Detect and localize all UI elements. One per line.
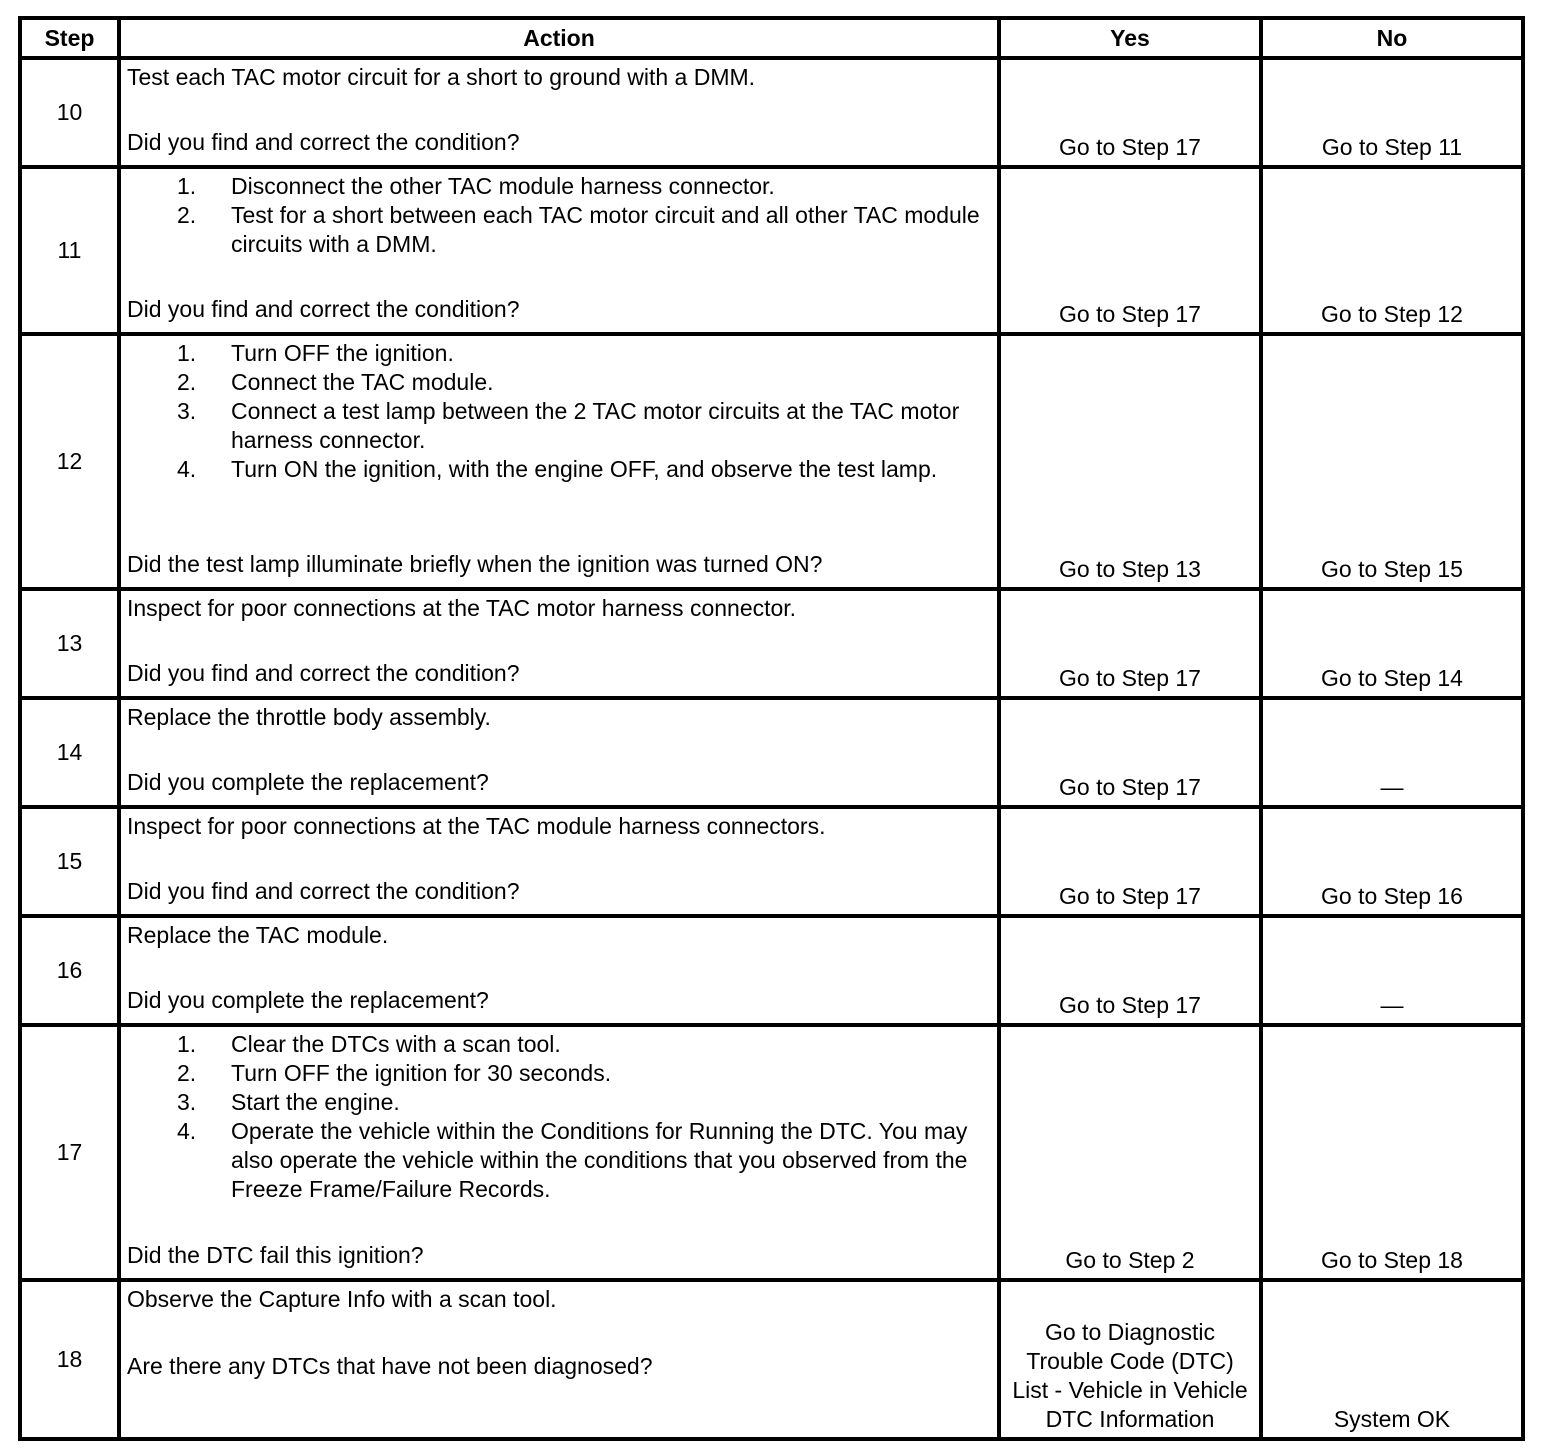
action-cell	[119, 167, 999, 334]
diagnostic-table	[18, 16, 1525, 1441]
no-cell: Go to Step 15	[1261, 334, 1523, 589]
list-item-number: 1.	[177, 173, 197, 199]
yes-cell: Go to Step 17	[999, 807, 1261, 916]
table-row	[20, 334, 1523, 589]
diagnostic-table-container	[18, 16, 1521, 1441]
step-number: 10	[20, 58, 119, 167]
action-steps-list	[127, 172, 991, 259]
step-number: 15	[20, 807, 119, 916]
action-cell	[119, 698, 999, 807]
no-cell: Go to Step 16	[1261, 807, 1523, 916]
yes-cell: Go to Step 17	[999, 58, 1261, 167]
action-text: Replace the throttle body assembly.	[127, 704, 491, 730]
list-item-text: Clear the DTCs with a scan tool.	[231, 1031, 561, 1057]
table-row	[20, 1280, 1523, 1439]
no-cell: Go to Step 12	[1261, 167, 1523, 334]
no-cell: Go to Step 11	[1261, 58, 1523, 167]
action-cell	[119, 589, 999, 698]
list-item-number: 3.	[177, 1089, 197, 1115]
action-text: Inspect for poor connections at the TAC motor harness connector.	[127, 595, 797, 621]
list-item	[127, 1059, 991, 1088]
list-item	[127, 455, 991, 484]
table-row	[20, 167, 1523, 334]
yes-cell: Go to Diagnostic Trouble Code (DTC) List - Vehicle in Vehicle DTC Information	[999, 1280, 1261, 1439]
table-row	[20, 698, 1523, 807]
no-cell: —	[1261, 698, 1523, 807]
header-no: No	[1261, 18, 1523, 58]
header-action: Action	[119, 18, 999, 58]
list-item	[127, 397, 991, 455]
list-item-number: 1.	[177, 1031, 197, 1057]
table-row	[20, 589, 1523, 698]
question-text: Did you complete the replacement?	[127, 769, 489, 795]
action-cell	[119, 58, 999, 167]
yes-cell: Go to Step 2	[999, 1025, 1261, 1280]
action-text: Inspect for poor connections at the TAC module harness connectors.	[127, 813, 826, 839]
list-item-text: Turn ON the ignition, with the engine OFF, and observe the test lamp.	[231, 456, 938, 482]
action-text: Test each TAC motor circuit for a short to ground with a DMM.	[127, 64, 756, 90]
list-item-text: Connect the TAC module.	[231, 369, 494, 395]
list-item-text: Turn OFF the ignition.	[231, 340, 454, 366]
table-row	[20, 807, 1523, 916]
yes-cell: Go to Step 17	[999, 589, 1261, 698]
step-number: 13	[20, 589, 119, 698]
question-text: Did you find and correct the condition?	[127, 296, 520, 322]
header-row	[20, 18, 1523, 58]
list-item-number: 2.	[177, 1060, 197, 1086]
question-text: Did you find and correct the condition?	[127, 129, 520, 155]
header-yes: Yes	[999, 18, 1261, 58]
step-number: 16	[20, 916, 119, 1025]
question-text: Did you find and correct the condition?	[127, 660, 520, 686]
yes-cell: Go to Step 17	[999, 167, 1261, 334]
list-item-number: 1.	[177, 340, 197, 366]
question-text: Did the test lamp illuminate briefly when the ignition was turned ON?	[127, 551, 823, 577]
no-cell: Go to Step 14	[1261, 589, 1523, 698]
step-number: 14	[20, 698, 119, 807]
yes-cell: Go to Step 13	[999, 334, 1261, 589]
action-cell	[119, 916, 999, 1025]
list-item-text: Start the engine.	[231, 1089, 400, 1115]
question-text: Did you find and correct the condition?	[127, 878, 520, 904]
action-text: Observe the Capture Info with a scan tool.	[127, 1286, 557, 1312]
action-cell	[119, 807, 999, 916]
list-item-number: 3.	[177, 398, 197, 424]
list-item	[127, 1088, 991, 1117]
table-row	[20, 916, 1523, 1025]
list-item-text: Connect a test lamp between the 2 TAC motor circuits at the TAC motor harness connector.	[231, 398, 960, 453]
question-text: Did you complete the replacement?	[127, 987, 489, 1013]
list-item-number: 4.	[177, 1118, 197, 1144]
action-steps-list	[127, 339, 991, 484]
list-item-number: 2.	[177, 202, 197, 228]
question-text: Are there any DTCs that have not been diagnosed?	[127, 1353, 653, 1379]
list-item	[127, 1030, 991, 1059]
header-step: Step	[20, 18, 119, 58]
action-steps-list	[127, 1030, 991, 1204]
question-text: Did the DTC fail this ignition?	[127, 1242, 424, 1268]
list-item	[127, 201, 991, 259]
action-cell	[119, 334, 999, 589]
no-cell: Go to Step 18	[1261, 1025, 1523, 1280]
step-number: 18	[20, 1280, 119, 1439]
list-item	[127, 1117, 991, 1204]
list-item	[127, 339, 991, 368]
action-cell	[119, 1025, 999, 1280]
list-item	[127, 172, 991, 201]
table-row	[20, 1025, 1523, 1280]
list-item-number: 2.	[177, 369, 197, 395]
yes-cell: Go to Step 17	[999, 698, 1261, 807]
list-item-text: Disconnect the other TAC module harness connector.	[231, 173, 775, 199]
action-cell	[119, 1280, 999, 1439]
list-item-text: Test for a short between each TAC motor circuit and all other TAC module circuits with a DMM.	[231, 202, 980, 257]
list-item-number: 4.	[177, 456, 197, 482]
no-cell: System OK	[1261, 1280, 1523, 1439]
list-item-text: Turn OFF the ignition for 30 seconds.	[231, 1060, 612, 1086]
step-number: 17	[20, 1025, 119, 1280]
action-text: Replace the TAC module.	[127, 922, 389, 948]
list-item-text: Operate the vehicle within the Conditions for Running the DTC. You may also operate the vehicle within the conditions that you observed from the Freeze Frame/Failure Records.	[231, 1118, 968, 1202]
step-number: 11	[20, 167, 119, 334]
step-number: 12	[20, 334, 119, 589]
no-cell: —	[1261, 916, 1523, 1025]
list-item	[127, 368, 991, 397]
yes-cell: Go to Step 17	[999, 916, 1261, 1025]
table-row	[20, 58, 1523, 167]
